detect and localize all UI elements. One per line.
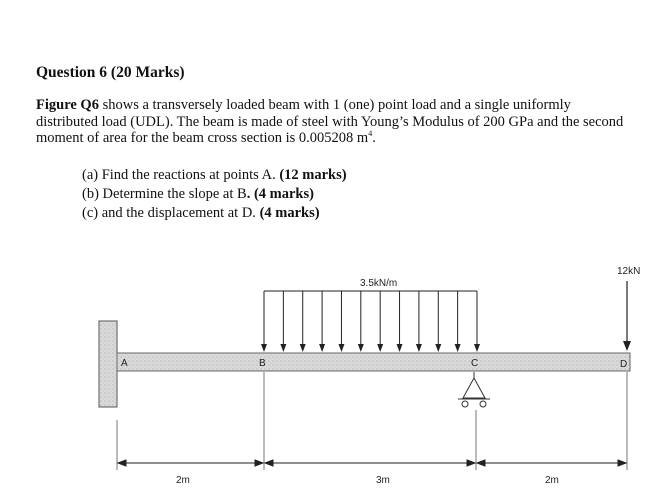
udl-arrow-head xyxy=(300,344,306,352)
part-c-text: (c) and the displacement at D. xyxy=(82,205,260,221)
dimension-arrowhead xyxy=(477,460,485,466)
span-label-bc: 3m xyxy=(376,475,390,486)
units-exponent: 4 xyxy=(368,129,373,139)
udl-arrow-head xyxy=(455,344,461,352)
figure-reference: Figure Q6 xyxy=(36,97,99,113)
question-body-text: shows a transversely loaded beam with 1 (one) point load and a single uniformly distributed load (UDL). The beam is made of steel with Young’s Modulus of 200 GPa and the second moment of area for the beam cross section is 0.005208 m xyxy=(36,97,624,146)
dimension-arrowhead xyxy=(255,460,263,466)
udl-arrow-head xyxy=(435,344,441,352)
point-label-c: C xyxy=(471,358,479,369)
span-label-cd: 2m xyxy=(545,475,559,486)
udl-arrow-head xyxy=(280,344,286,352)
part-b-text: (b) Determine the slope at B xyxy=(82,186,247,202)
roller-triangle xyxy=(463,378,485,398)
roller-support xyxy=(458,372,490,407)
point-label-d: D xyxy=(620,359,628,370)
point-label-b: B xyxy=(259,358,266,369)
span-label-ab: 2m xyxy=(176,475,190,486)
question-body-end: . xyxy=(372,130,376,146)
part-a-text: (a) Find the reactions at points A. xyxy=(82,167,280,183)
udl-arrows xyxy=(261,291,480,352)
point-load-label: 12kN xyxy=(617,266,641,277)
udl-arrow-head xyxy=(416,344,422,352)
roller-wheel xyxy=(480,401,486,407)
udl-arrow-head xyxy=(377,344,383,352)
udl-arrow-head xyxy=(319,344,325,352)
part-a-marks: (12 marks) xyxy=(279,167,347,183)
udl-arrow-head xyxy=(338,344,344,352)
dimension-arrowhead xyxy=(265,460,273,466)
udl-arrow-head xyxy=(474,344,480,352)
point-load-arrow-head xyxy=(623,341,631,351)
fixed-wall-support xyxy=(99,321,117,407)
udl-arrow-head xyxy=(397,344,403,352)
roller-wheel xyxy=(462,401,468,407)
part-c-marks: (4 marks) xyxy=(259,205,320,221)
udl-arrow-head xyxy=(261,344,267,352)
dimension-arrowhead xyxy=(618,460,626,466)
point-label-a: A xyxy=(121,358,128,369)
udl-arrow-head xyxy=(358,344,364,352)
udl-label: 3.5kN/m xyxy=(360,278,398,289)
question-heading: Question 6 (20 Marks) xyxy=(36,64,185,81)
beam xyxy=(117,353,630,371)
dimension-arrowhead xyxy=(467,460,475,466)
part-b-marks: . (4 marks) xyxy=(246,186,314,202)
dimension-arrowhead xyxy=(118,460,126,466)
